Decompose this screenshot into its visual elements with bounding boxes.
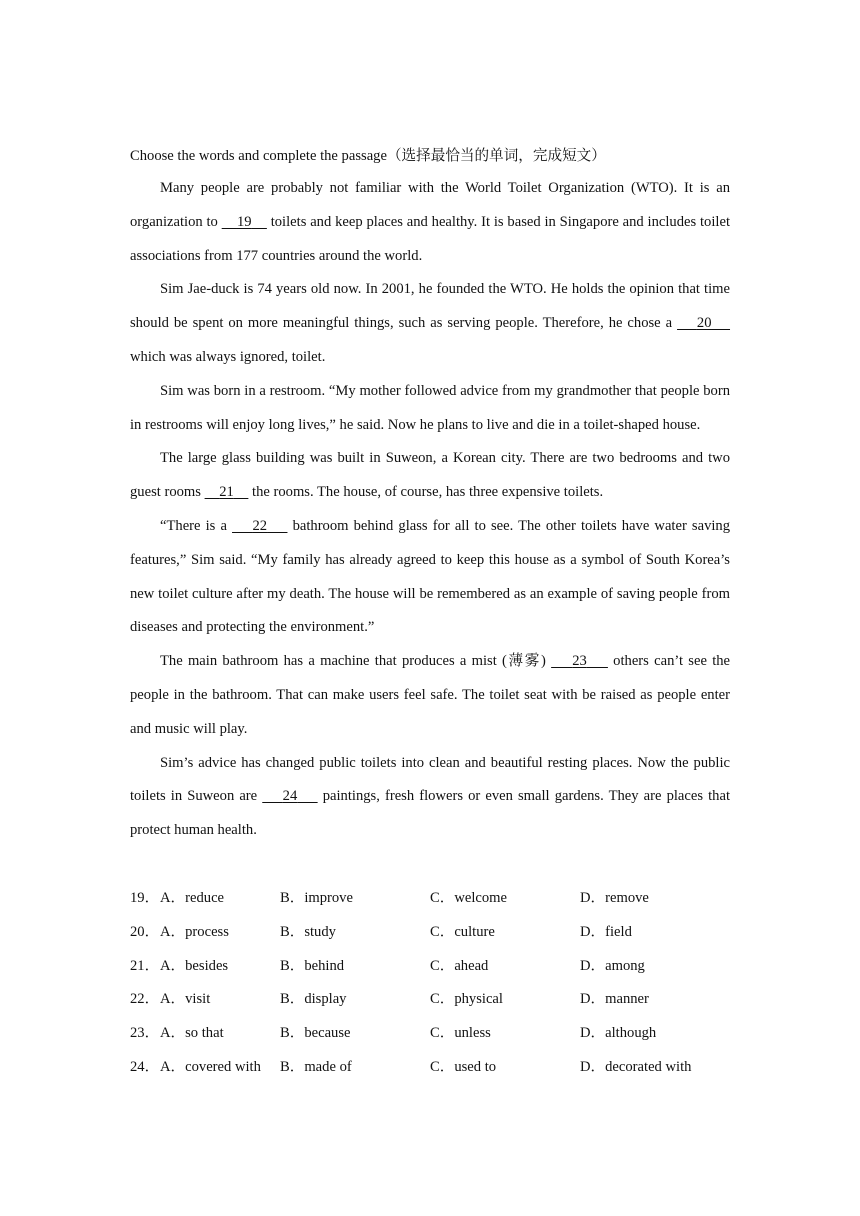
option-b: B．improve (280, 890, 353, 906)
paragraph-text: others can’t see the people in the bathroom. That can make users feel safe. The toilet seat with be raised as people enter and music will play. (130, 653, 731, 737)
paragraph-text: The main bathroom has a machine that produces a mist (薄雾) (160, 653, 552, 670)
paragraph-text: the rooms. The house, of course, has three expensive toilets. (248, 484, 604, 501)
option-a: A．process (160, 923, 229, 940)
option-c: C．culture (430, 923, 495, 940)
question-row (130, 983, 750, 1017)
paragraph-text: bathroom behind glass for all to see. The other toilets have water saving features,” Sim said. “My family has already agreed to keep this house as a symbol of South Korea’s new toilet culture after my death. The house will be remembered as an example of saving people from diseases and protecting the environment.” (130, 517, 731, 636)
option-d: D．manner (580, 991, 649, 1008)
blank-24 (262, 788, 317, 804)
paragraph-text: “There is a (160, 517, 233, 534)
paragraph-text: which was always ignored, toilet. (130, 348, 326, 365)
passage-paragraph (130, 273, 730, 374)
question-number: 23． (130, 1025, 160, 1042)
paragraph-text: Sim Jae-duck is 74 years old now. In 2001, he founded the WTO. He holds the opinion that time should be spent on more meaningful things, such as serving people. Therefore, he chose a (130, 281, 730, 332)
option-c: C．used to (430, 1058, 497, 1075)
question-number: 21． (130, 957, 160, 974)
option-a: A．reduce (160, 890, 225, 906)
blank-number: 24 (282, 788, 298, 805)
option-b: B．study (280, 923, 336, 940)
option-d: D．decorated with (580, 1058, 692, 1075)
blank-22 (232, 518, 287, 534)
paragraph-text: toilets and keep places and healthy. It is based in Singapore and includes toilet associations from 177 countries around the world. (130, 213, 730, 264)
instruction-heading: Choose the words and complete the passage（选择最恰当的单词，完成短文） (130, 148, 606, 164)
option-b: B．behind (280, 957, 345, 974)
blank-21 (205, 484, 249, 500)
option-c: C．unless (430, 1025, 491, 1042)
blank-23 (551, 653, 608, 669)
passage-paragraph (130, 747, 730, 848)
passage-paragraph (130, 510, 730, 645)
question-number: 20． (130, 923, 160, 940)
blank-number: 23 (572, 653, 587, 670)
blank-number: 19 (236, 213, 252, 230)
paragraph-text: Sim was born in a restroom. “My mother followed advice from my grandmother that people born in restrooms will enjoy long lives,” he said. Now he plans to live and die in a toilet-shaped house. (130, 382, 730, 433)
question-number: 19． (130, 890, 160, 906)
blank-number: 22 (252, 517, 268, 534)
option-a: A．so that (160, 1025, 224, 1042)
blank-20 (677, 315, 730, 331)
option-a: A．visit (160, 991, 211, 1008)
option-d: D．although (580, 1025, 657, 1042)
option-c: C．physical (430, 991, 503, 1008)
question-number: 22． (130, 991, 160, 1008)
question-row (130, 1017, 750, 1051)
question-row (130, 882, 750, 916)
blank-number: 21 (219, 484, 234, 501)
paragraph-text: Sim’s advice has changed public toilets into clean and beautiful resting places. Now the public toilets in Suweon are (130, 754, 730, 805)
option-a: A．besides (160, 957, 229, 974)
question-row (130, 916, 750, 950)
option-d: D．remove (580, 890, 649, 906)
passage-paragraph (130, 375, 730, 443)
option-d: D．among (580, 957, 645, 974)
blank-19 (222, 214, 267, 230)
passage-paragraph (130, 645, 730, 746)
paragraph-text: Many people are probably not familiar with the World Toilet Organization (WTO). It is an organization to (130, 180, 730, 230)
answer-options (130, 882, 750, 1085)
passage (130, 172, 730, 848)
question-row (130, 950, 750, 984)
blank-number: 20 (696, 315, 712, 332)
option-c: C．ahead (430, 957, 489, 974)
option-d: D．field (580, 923, 632, 940)
option-c: C．welcome (430, 890, 508, 906)
option-a: A．covered with (160, 1058, 261, 1075)
passage-paragraph (130, 442, 730, 510)
question-number: 24． (130, 1058, 160, 1075)
option-b: B．because (280, 1025, 351, 1042)
option-b: B．display (280, 991, 347, 1008)
passage-paragraph (130, 172, 730, 273)
paragraph-text: The large glass building was built in Suweon, a Korean city. There are two bedrooms and two guest rooms (130, 450, 730, 501)
option-b: B．made of (280, 1058, 352, 1075)
paragraph-text: paintings, fresh flowers or even small gardens. They are places that protect human health. (130, 788, 731, 839)
question-row (130, 1051, 750, 1085)
